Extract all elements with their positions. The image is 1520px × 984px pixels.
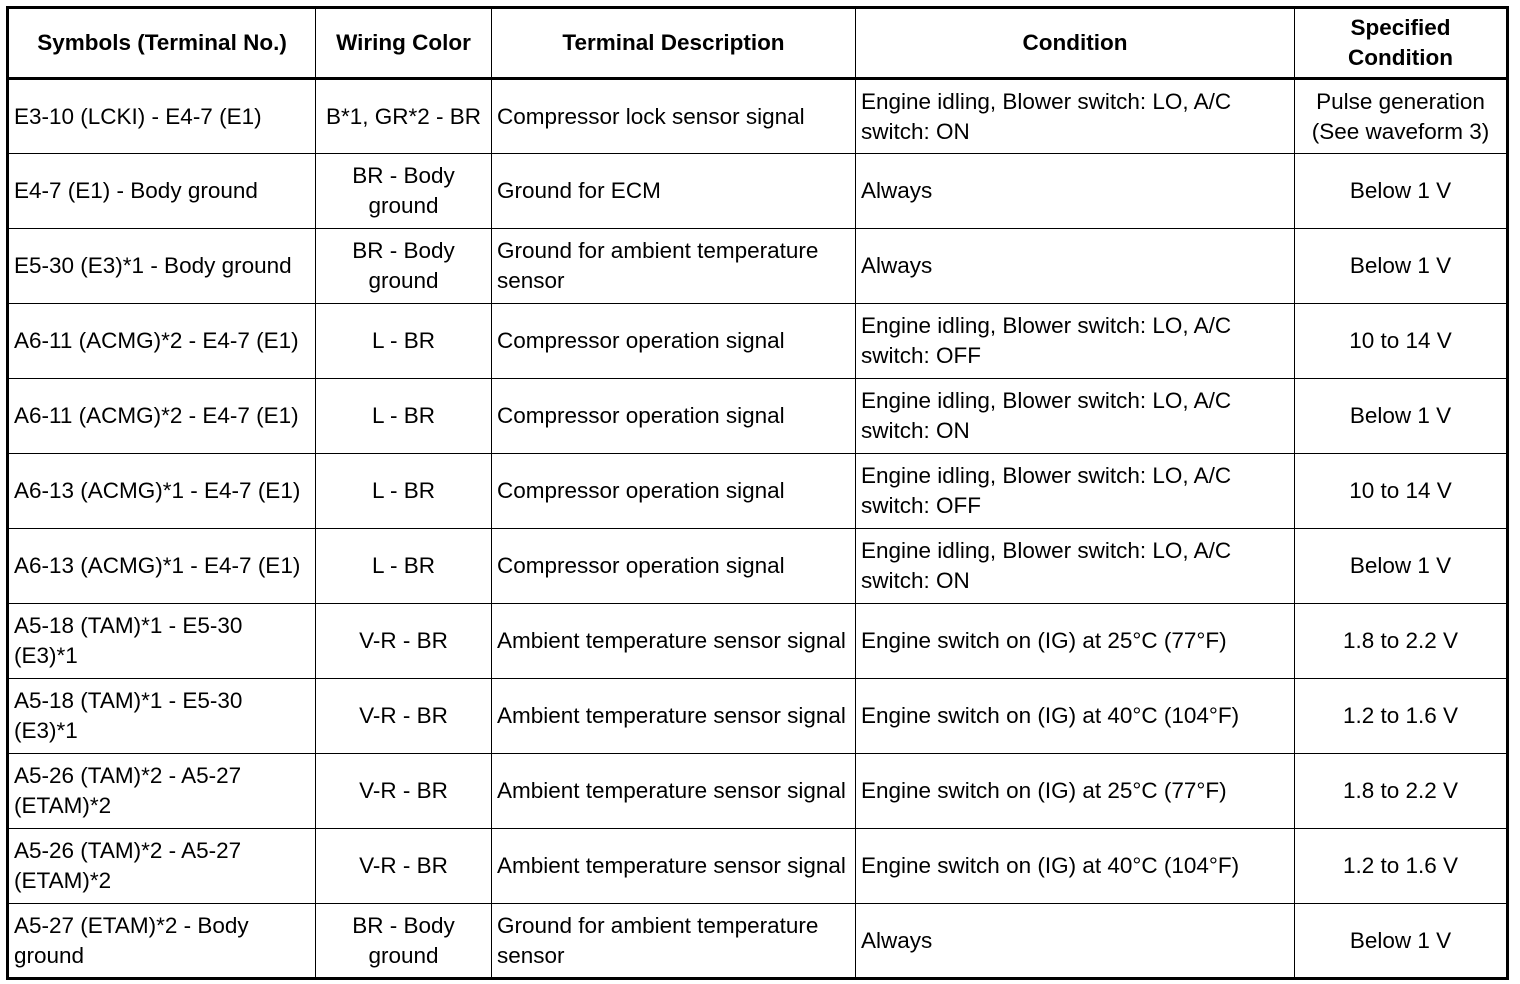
cell-symbols: A5-18 (TAM)*1 - E5-30 (E3)*1 [8,604,316,679]
table-row [8,304,1508,379]
cell-wiring-color: L - BR [316,529,492,604]
header-row [8,8,1508,79]
cell-condition: Engine switch on (IG) at 25°C (77°F) [856,604,1295,679]
header-terminal-description: Terminal Description [492,8,856,79]
table-body [8,79,1508,979]
cell-specified-condition: 1.8 to 2.2 V [1295,754,1508,829]
cell-condition: Always [856,154,1295,229]
cell-symbols: A6-11 (ACMG)*2 - E4-7 (E1) [8,379,316,454]
cell-symbols: E4-7 (E1) - Body ground [8,154,316,229]
cell-terminal-description: Ambient temperature sensor signal [492,754,856,829]
cell-wiring-color: BR - Body ground [316,904,492,979]
header-condition: Condition [856,8,1295,79]
cell-terminal-description: Ground for ambient temperature sensor [492,229,856,304]
cell-terminal-description: Compressor operation signal [492,454,856,529]
cell-terminal-description: Ambient temperature sensor signal [492,679,856,754]
cell-wiring-color: L - BR [316,379,492,454]
cell-condition: Engine switch on (IG) at 40°C (104°F) [856,829,1295,904]
cell-symbols: A5-27 (ETAM)*2 - Body ground [8,904,316,979]
table-row [8,604,1508,679]
cell-terminal-description: Compressor operation signal [492,304,856,379]
cell-specified-condition: Below 1 V [1295,379,1508,454]
cell-specified-condition: Below 1 V [1295,229,1508,304]
cell-specified-condition: Below 1 V [1295,154,1508,229]
cell-condition: Engine idling, Blower switch: LO, A/C switch: OFF [856,454,1295,529]
header-symbols: Symbols (Terminal No.) [8,8,316,79]
cell-condition: Always [856,904,1295,979]
table-row [8,454,1508,529]
cell-specified-condition: 10 to 14 V [1295,304,1508,379]
cell-wiring-color: B*1, GR*2 - BR [316,79,492,154]
cell-wiring-color: L - BR [316,304,492,379]
table-row [8,379,1508,454]
cell-specified-condition: 1.8 to 2.2 V [1295,604,1508,679]
table-row [8,679,1508,754]
cell-symbols: E3-10 (LCKI) - E4-7 (E1) [8,79,316,154]
cell-specified-condition: 1.2 to 1.6 V [1295,679,1508,754]
cell-symbols: A6-13 (ACMG)*1 - E4-7 (E1) [8,454,316,529]
table-row [8,529,1508,604]
cell-wiring-color: V-R - BR [316,679,492,754]
cell-symbols: A6-13 (ACMG)*1 - E4-7 (E1) [8,529,316,604]
terminal-spec-table [6,6,1509,980]
cell-wiring-color: BR - Body ground [316,154,492,229]
cell-terminal-description: Ambient temperature sensor signal [492,604,856,679]
table-row [8,154,1508,229]
cell-specified-condition: 10 to 14 V [1295,454,1508,529]
cell-symbols: E5-30 (E3)*1 - Body ground [8,229,316,304]
cell-terminal-description: Compressor operation signal [492,529,856,604]
cell-condition: Engine idling, Blower switch: LO, A/C switch: OFF [856,304,1295,379]
header-specified-condition: Specified Condition [1295,8,1508,79]
cell-specified-condition: Below 1 V [1295,529,1508,604]
cell-wiring-color: V-R - BR [316,604,492,679]
cell-symbols: A5-18 (TAM)*1 - E5-30 (E3)*1 [8,679,316,754]
header-wiring-color: Wiring Color [316,8,492,79]
cell-symbols: A5-26 (TAM)*2 - A5-27 (ETAM)*2 [8,754,316,829]
cell-wiring-color: L - BR [316,454,492,529]
cell-specified-condition: Below 1 V [1295,904,1508,979]
cell-terminal-description: Ground for ECM [492,154,856,229]
table-row [8,229,1508,304]
cell-symbols: A5-26 (TAM)*2 - A5-27 (ETAM)*2 [8,829,316,904]
cell-wiring-color: V-R - BR [316,754,492,829]
cell-wiring-color: V-R - BR [316,829,492,904]
cell-symbols: A6-11 (ACMG)*2 - E4-7 (E1) [8,304,316,379]
table-row [8,79,1508,154]
cell-terminal-description: Compressor operation signal [492,379,856,454]
table-row [8,754,1508,829]
cell-condition: Always [856,229,1295,304]
cell-condition: Engine idling, Blower switch: LO, A/C switch: ON [856,379,1295,454]
cell-terminal-description: Ground for ambient temperature sensor [492,904,856,979]
cell-specified-condition: Pulse generation (See waveform 3) [1295,79,1508,154]
cell-condition: Engine switch on (IG) at 40°C (104°F) [856,679,1295,754]
cell-condition: Engine idling, Blower switch: LO, A/C switch: ON [856,529,1295,604]
cell-wiring-color: BR - Body ground [316,229,492,304]
cell-specified-condition: 1.2 to 1.6 V [1295,829,1508,904]
table-row [8,829,1508,904]
cell-condition: Engine idling, Blower switch: LO, A/C switch: ON [856,79,1295,154]
cell-condition: Engine switch on (IG) at 25°C (77°F) [856,754,1295,829]
cell-terminal-description: Ambient temperature sensor signal [492,829,856,904]
table-row [8,904,1508,979]
cell-terminal-description: Compressor lock sensor signal [492,79,856,154]
table-header [8,8,1508,79]
